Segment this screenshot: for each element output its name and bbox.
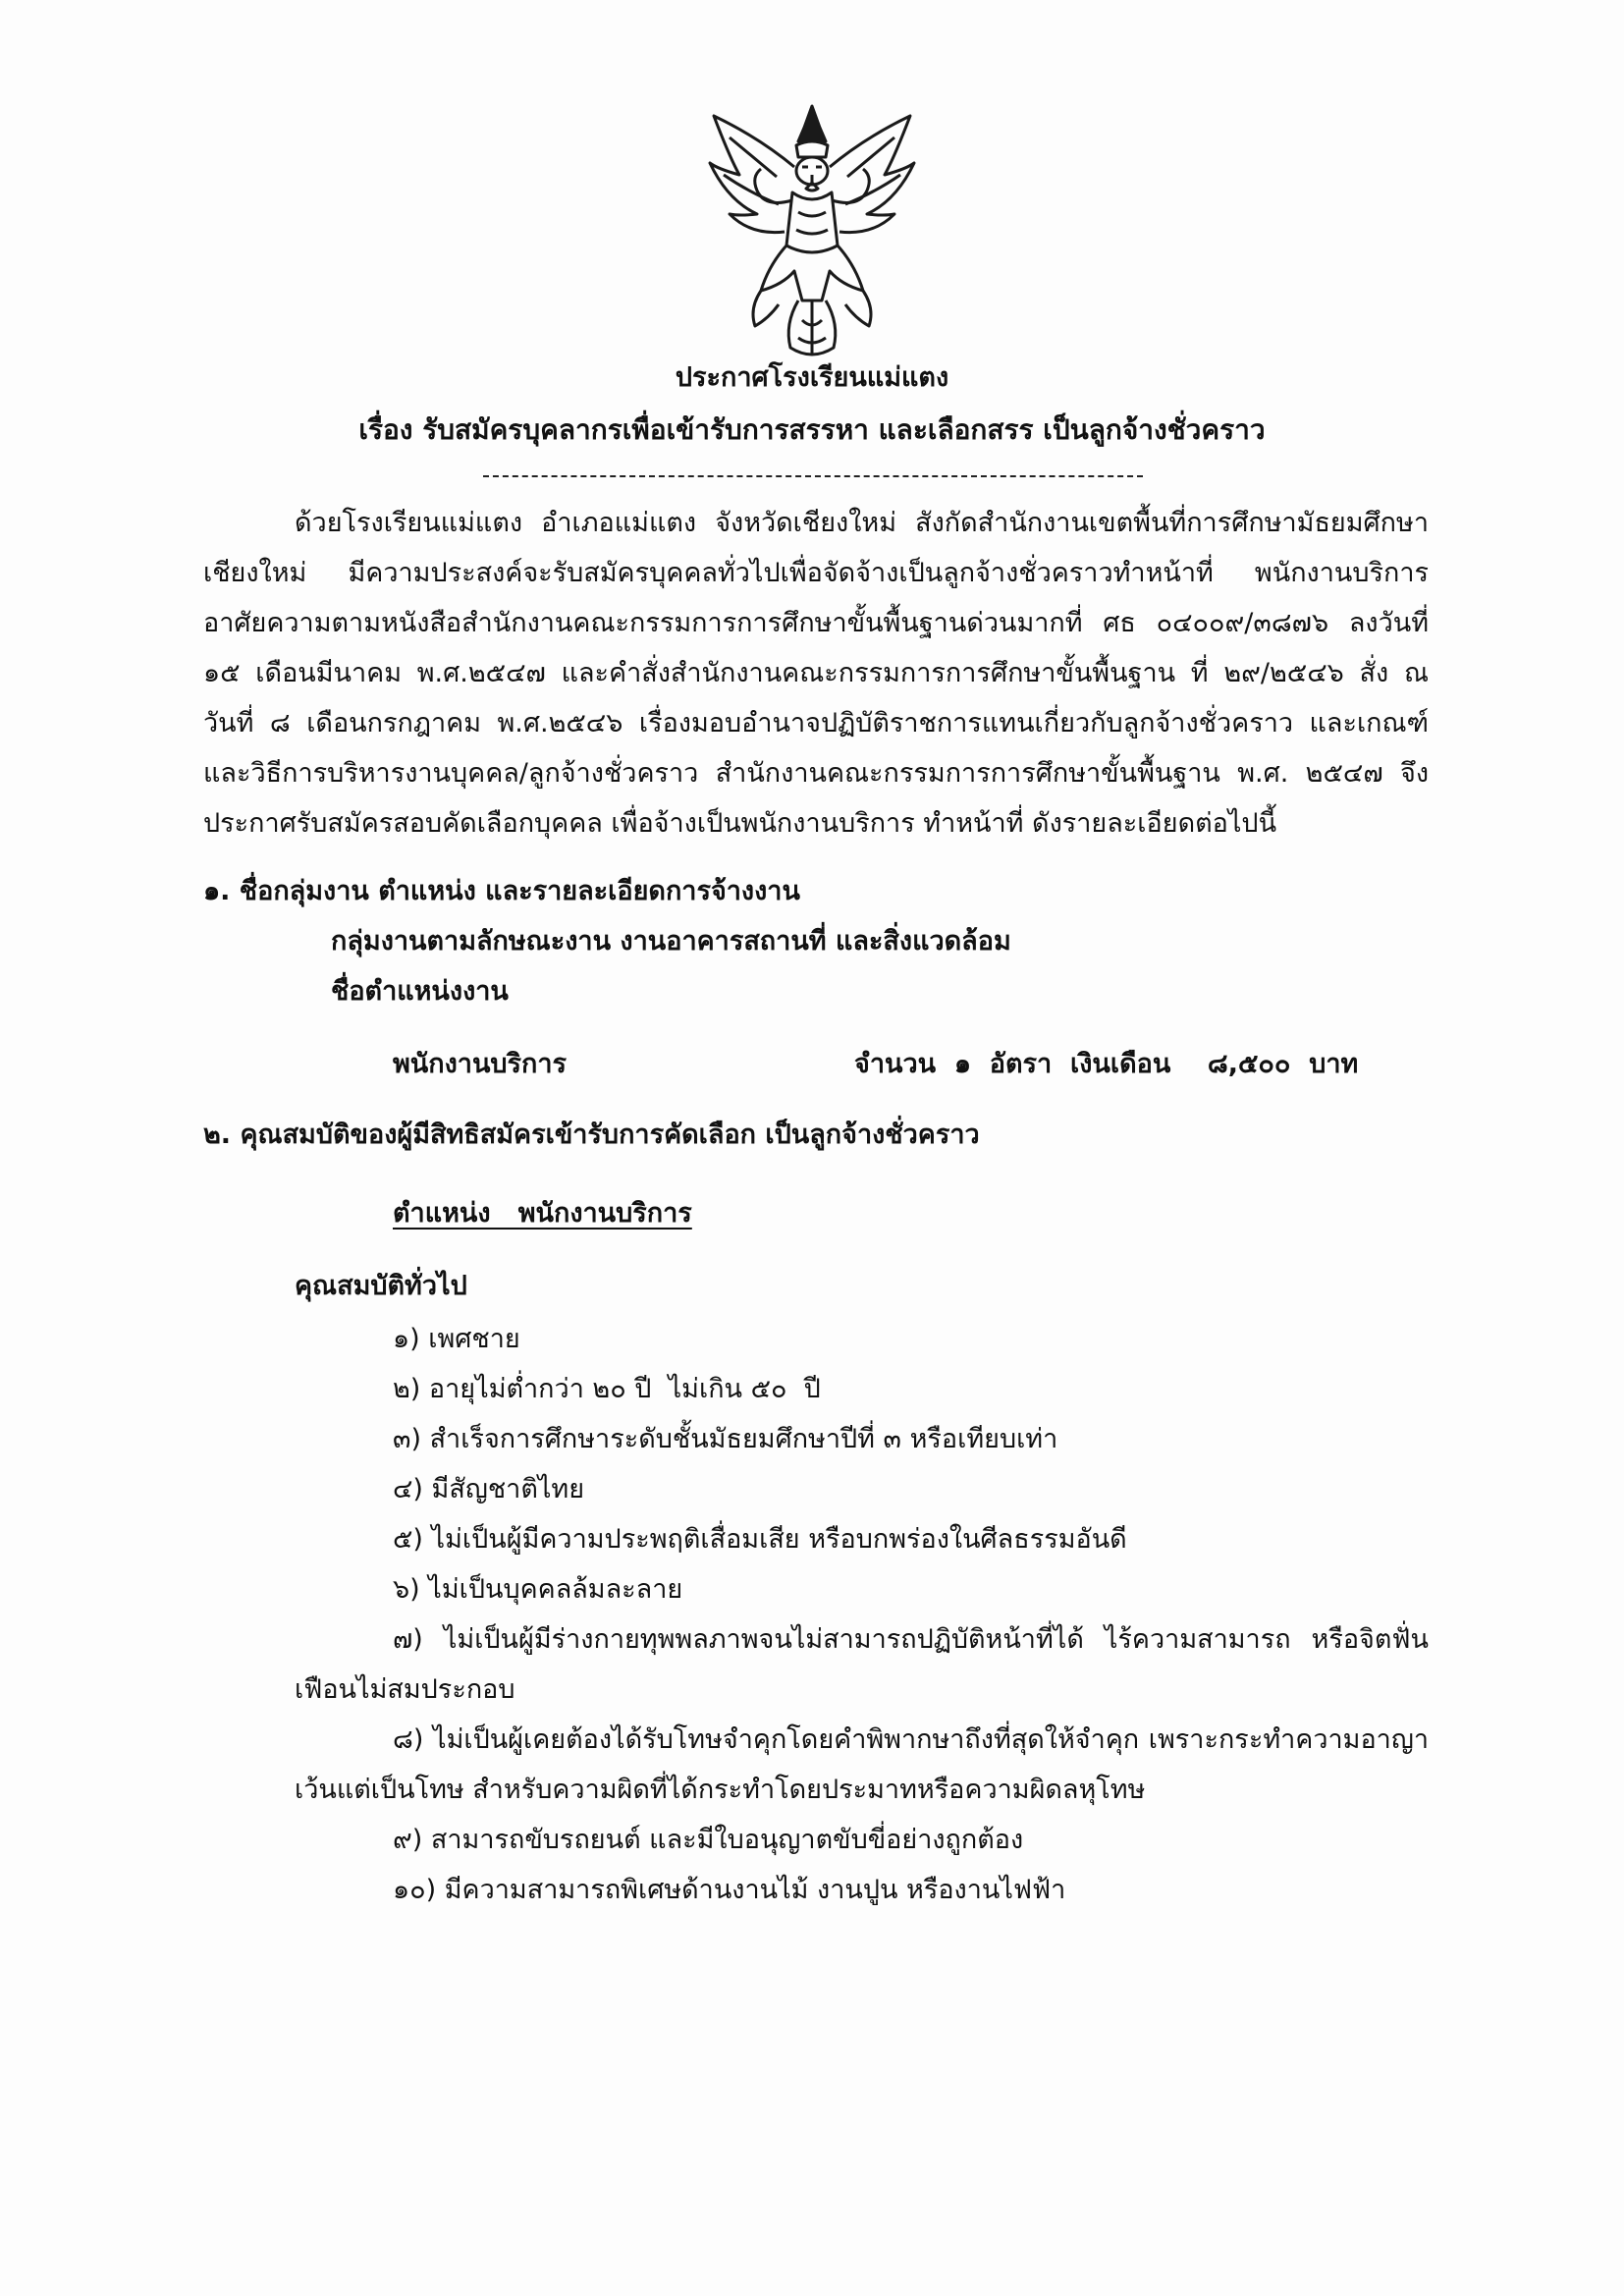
garuda-emblem-icon: [700, 98, 924, 363]
intro-line-2: เชียงใหม่ มีความประสงค์จะรับสมัครบุคคลทั่วไปเพื่อจัดจ้างเป็นลูกจ้างชั่วคราวทำหน้าที่ พนักงานบริการ: [203, 558, 1429, 588]
announcement-title: ประกาศโรงเรียนแม่แตง: [675, 362, 949, 393]
section1-quota: จำนวน ๑ อัตรา เงินเดือน ๘,๕๐๐ บาท: [854, 1049, 1359, 1079]
qualification-item: ๕) ไม่เป็นผู้มีความประพฤติเสื่อมเสีย หรือบกพร่องในศีลธรรมอันดี: [393, 1524, 1127, 1555]
qualification-item: ๙) สามารถขับรถยนต์ และมีใบอนุญาตขับขี่อย่างถูกต้อง: [393, 1825, 1024, 1855]
section2-position-title: ตำแหน่ง พนักงานบริการ: [393, 1198, 692, 1229]
section2-heading: ๒. คุณสมบัติของผู้มีสิทธิสมัครเข้ารับการคัดเลือก เป็นลูกจ้างชั่วคราว: [203, 1120, 980, 1150]
intro-line-1: ด้วยโรงเรียนแม่แตง อำเภอแม่แตง จังหวัดเชียงใหม่ สังกัดสำนักงานเขตพื้นที่การศึกษามัธยมศึกษา: [295, 508, 1429, 538]
intro-line-6: และวิธีการบริหารงานบุคคล/ลูกจ้างชั่วคราว สำนักงานคณะกรรมการการศึกษาขั้นพื้นฐาน พ.ศ. ๒๕๔๗ จึง: [203, 758, 1429, 789]
qualification-item-continued: เฟือนไม่สมประกอบ: [295, 1674, 515, 1705]
intro-line-3: อาศัยความตามหนังสือสำนักงานคณะกรรมการการศึกษาขั้นพื้นฐานด่วนมากที่ ศธ ๐๔๐๐๙/๓๘๗๖ ลงวันที่: [203, 608, 1429, 638]
qualification-item: ๑) เพศชาย: [393, 1324, 520, 1354]
qualification-item: ๒) อายุไม่ต่ำกว่า ๒๐ ปี ไม่เกิน ๕๐ ปี: [393, 1374, 821, 1404]
qualification-item: ๑๐) มีความสามารถพิเศษด้านงานไม้ งานปูน หรืองานไฟฟ้า: [393, 1875, 1066, 1905]
section1-group: กลุ่มงานตามลักษณะงาน งานอาคารสถานที่ และสิ่งแวดล้อม: [331, 926, 1011, 957]
section1-heading: ๑. ชื่อกลุ่มงาน ตำแหน่ง และรายละเอียดการจ้างงาน: [203, 876, 800, 906]
announcement-subject: เรื่อง รับสมัครบุคลากรเพื่อเข้ารับการสรรหา และเลือกสรร เป็นลูกจ้างชั่วคราว: [358, 413, 1266, 446]
qualification-item: ๖) ไม่เป็นบุคคลล้มละลาย: [393, 1574, 683, 1605]
qualification-item: ๓) สำเร็จการศึกษาระดับชั้นมัธยมศึกษาปีที่ ๓ หรือเทียบเท่า: [393, 1424, 1058, 1454]
section1-position-name: พนักงานบริการ: [393, 1049, 568, 1079]
intro-line-5: วันที่ ๘ เดือนกรกฎาคม พ.ศ.๒๕๔๖ เรื่องมอบอำนาจปฏิบัติราชการแทนเกี่ยวกับลูกจ้างชั่วคราว และเกณฑ์: [203, 708, 1429, 738]
qualification-item: ๗) ไม่เป็นผู้มีร่างกายทุพพลภาพจนไม่สามารถปฏิบัติหน้าที่ได้ ไร้ความสามารถ หรือจิตฟั่น: [393, 1624, 1429, 1655]
dashed-separator: [483, 475, 1143, 477]
qualification-item: ๘) ไม่เป็นผู้เคยต้องได้รับโทษจำคุกโดยคำพิพากษาถึงที่สุดให้จำคุก เพราะกระทำความอาญา: [393, 1724, 1429, 1755]
intro-line-7: ประกาศรับสมัครสอบคัดเลือกบุคคล เพื่อจ้างเป็นพนักงานบริการ ทำหน้าที่ ดังรายละเอียดต่อไปนี้: [203, 808, 1277, 839]
qualification-item: ๔) มีสัญชาติไทย: [393, 1474, 585, 1504]
qualification-item-continued: เว้นแต่เป็นโทษ สำหรับความผิดที่ได้กระทำโดยประมาทหรือความผิดลหุโทษ: [295, 1775, 1146, 1805]
general-qualifications-heading: คุณสมบัติทั่วไป: [295, 1271, 467, 1301]
section1-position-label: ชื่อตำแหน่งงาน: [331, 976, 509, 1007]
intro-line-4: ๑๕ เดือนมีนาคม พ.ศ.๒๕๔๗ และคำสั่งสำนักงานคณะกรรมการการศึกษาขั้นพื้นฐาน ที่ ๒๙/๒๕๔๖ สั่ง ณ: [203, 658, 1429, 688]
